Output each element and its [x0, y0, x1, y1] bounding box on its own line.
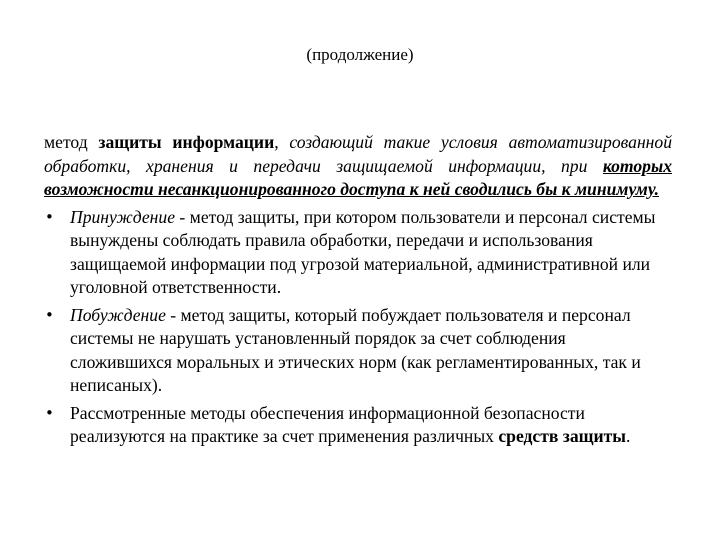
intro-text-italic: создающий такие условия автоматизированной обработки, хранения и передачи защищаемой информации, при: [44, 132, 672, 176]
implementation-end: .: [626, 426, 631, 446]
protection-means-term: средств защиты: [498, 426, 627, 446]
intro-text-lead: метод: [44, 132, 99, 152]
intro-text-emphasis: которых возможности несанкционированного доступа к ней сводились бы к минимуму.: [44, 155, 672, 199]
list-item-implementation: [44, 402, 672, 449]
continuation-subtitle: (продолжение): [306, 45, 414, 64]
intro-paragraph: [44, 131, 672, 202]
motivation-description: - метод защиты, который побуждает пользователя и персонал системы не нарушать установленный порядок за счет соблюдения сложившихся моральных и этических норм (как регламентированных, так и неписаных).: [70, 304, 641, 395]
coercion-description: - метод защиты, при котором пользователи и персонал системы вынуждены соблюдать правила обработки, передачи и использования защищаемой информации под угрозой материальной, административной или уголовной ответственности.: [70, 206, 656, 297]
bullet-dot: •: [45, 403, 54, 422]
term-coercion: Принуждение: [70, 206, 176, 227]
bullet-dot: •: [45, 305, 54, 324]
methods-list: [44, 206, 672, 449]
slide-body: [44, 131, 672, 453]
implementation-text: Рассмотренные методы обеспечения информационной безопасности реализуются на практике за счет применения различных: [70, 402, 585, 446]
list-item-coercion: [44, 206, 672, 300]
term-motivation: Побуждение: [70, 304, 166, 325]
list-item-motivation: [44, 304, 672, 398]
bullet-dot: •: [45, 207, 54, 226]
intro-term-bold: защиты информации: [98, 132, 275, 152]
intro-comma: ,: [274, 132, 290, 152]
